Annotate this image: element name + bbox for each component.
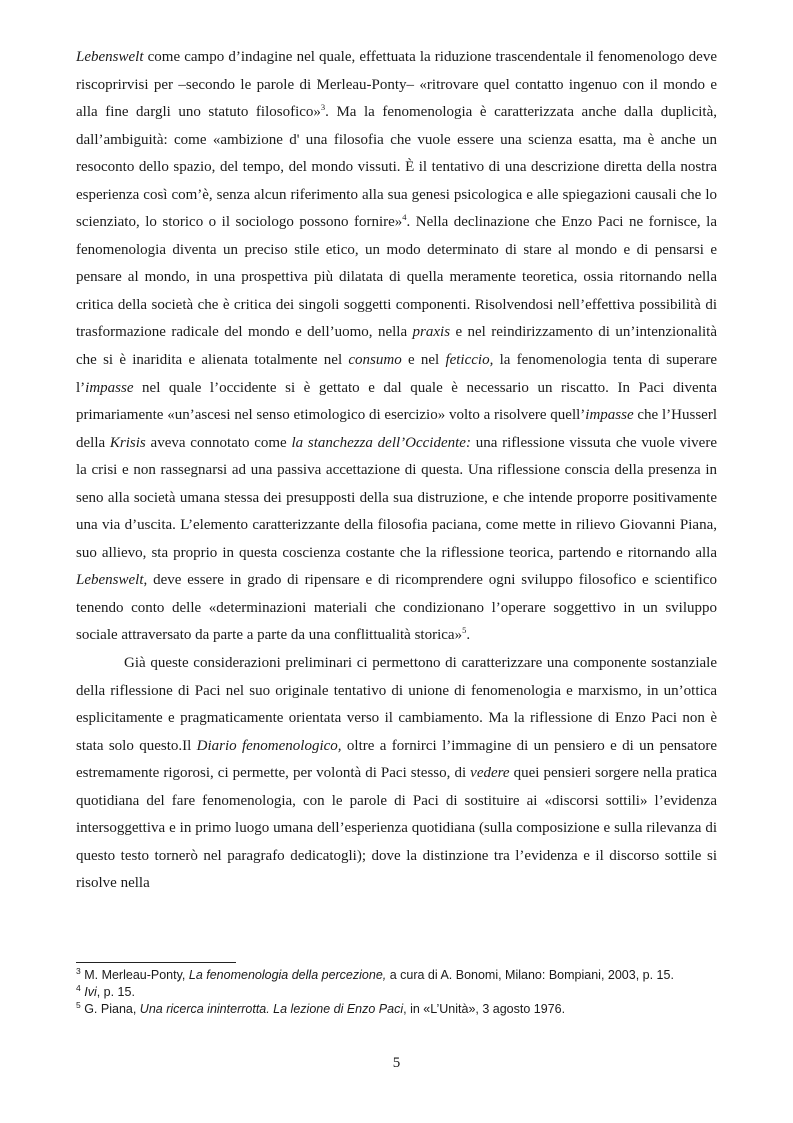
page-number: 5 [392, 1055, 401, 1071]
italic-term: impasse [585, 407, 634, 424]
footnote-ref-3[interactable]: 3 [320, 102, 326, 113]
italic-term: vedere [470, 765, 510, 782]
footnote-ref-4[interactable]: 4 [402, 212, 407, 223]
footnote-3: $^3$ M. Merleau-Ponty, La fenomenologia della percezione, a cura di A. Bonomi, Milano: Bompiani, 2003, p. 15. [76, 965, 674, 982]
paragraph-1: Lebenswelt come campo d’indagine nel quale, effettuata la riduzione trascendentale il fenomenologo deve riscoprirvisi per –secondo le parole di Merleau-Ponty– «ritrovare quel contatto ingenuo con il mondo e alla fine dargli uno statuto filosofico»$^3$. Ma la fenomenologia è caratterizzata anche dalla duplicità, dall’ambiguità: come «ambizione d' una filosofia che vuole essere una scienza esatta, ma è anche un resoconto dello spazio, del tempo, del mondo vissuti. È il tentativo di una descrizione diretta della nostra esperienza così com’è, senza alcun riferimento alla sua genesi psicologica e alle spiegazioni causali che lo scienziato, lo storico o il sociologo possono fornire»$^4$. Nella declinazione che Enzo Paci ne fornisce, la fenomenologia diventa un preciso stile etico, un modo determinato di stare al mondo e di pensarsi e pensare al mondo, in una prospettiva più dilatata di quella meramente teoretica, ossia ritornando nella critica della società che è critica dei singoli soggetti componenti. Risolvendosi nell’effettiva possibilità di trasformazione radicale del mondo e dell’uomo, nella praxis e nel reindirizzamento di un’intenzionalità che si è inaridita e alienata totalmente nel consumo e nel feticcio, la fenomenologia tenta di superare l’impasse nel quale l’occidente si è gettato e dal quale è necessario un riscatto. In Paci diventa primariamente «un’ascesi nel senso etimologico di esercizio» volto a risolvere quell’impasse che l’Husserl della Krisis aveva connotato come la stanchezza dell’Occidente: una riflessione vissuta che vuole vivere la crisi e non rassegnarsi ad una passiva accettazione di questa. Una riflessione conscia della presenza in seno alla società umana stessa dei presupposti della sua distruzione, e che intende proporre positivamente una via d’uscita. L’elemento caratterizzante della filosofia paciana, come mette in rilievo Giovanni Piana, suo allievo, sta proprio in questa coscienza costante che la riflessione teorica, partendo e ritornando alla Lebenswelt, deve essere in grado di ripensare e di ricomprendere ogni sviluppo filosofico e scientifico tenendo conto delle «determinazioni materiali che condizionano l’operare soggettivo in un sviluppo sociale attraversato da parte a parte da una conflittualità storica»$^5$. [76, 49, 717, 644]
footnote-4: $^4$ Ivi, p. 15. [76, 982, 135, 999]
footnotes [76, 967, 717, 1018]
italic-term: praxis [412, 324, 451, 341]
italic-term: feticcio, [445, 352, 494, 369]
italic-term: la stanchezza dell’Occidente: [291, 434, 471, 451]
italic-term: impasse [85, 379, 134, 396]
italic-term: consumo [348, 352, 402, 369]
italic-term: Krisis [109, 434, 146, 451]
footnote-5: $^5$ G. Piana, Una ricerca ininterrotta. La lezione di Enzo Paci, in «L’Unità», 3 agosto 1976. [76, 999, 566, 1016]
italic-term: Lebenswelt [76, 49, 144, 65]
italic-term: Diario fenomenologico, [196, 737, 342, 754]
footnote-ref-5[interactable]: 5 [462, 625, 467, 636]
paragraph-2: Già queste considerazioni preliminari ci permettono di caratterizzare una componente sostanziale della riflessione di Paci nel suo originale tentativo di unione di fenomenologia e marxismo, in un’ottica esplicitamente e pragmaticamente orientata verso il cambiamento. Ma la riflessione di Enzo Paci non è stata solo questo.Il Diario fenomenologico, oltre a fornirci l’immagine di un pensiero e di un pensatore estremamente rigorosi, ci permette, per volontà di Paci stesso, di vedere quei pensieri sorgere nella pratica quotidiana del fare fenomenologia, con le parole di Paci di sostituire ai «discorsi sottili» l’evidenza intersoggettiva e in primo luogo umana dell’esperienza quotidiana (sulla composizione e sulla rilevanza di questo testo tornerò nel paragrafo dedicatogli); dove la distinzione tra l’evidenza e il discorso sottile si risolve nella [76, 655, 717, 892]
main-text [76, 44, 717, 898]
footnote-separator [76, 962, 236, 963]
italic-term: Lebenswelt [76, 572, 144, 589]
